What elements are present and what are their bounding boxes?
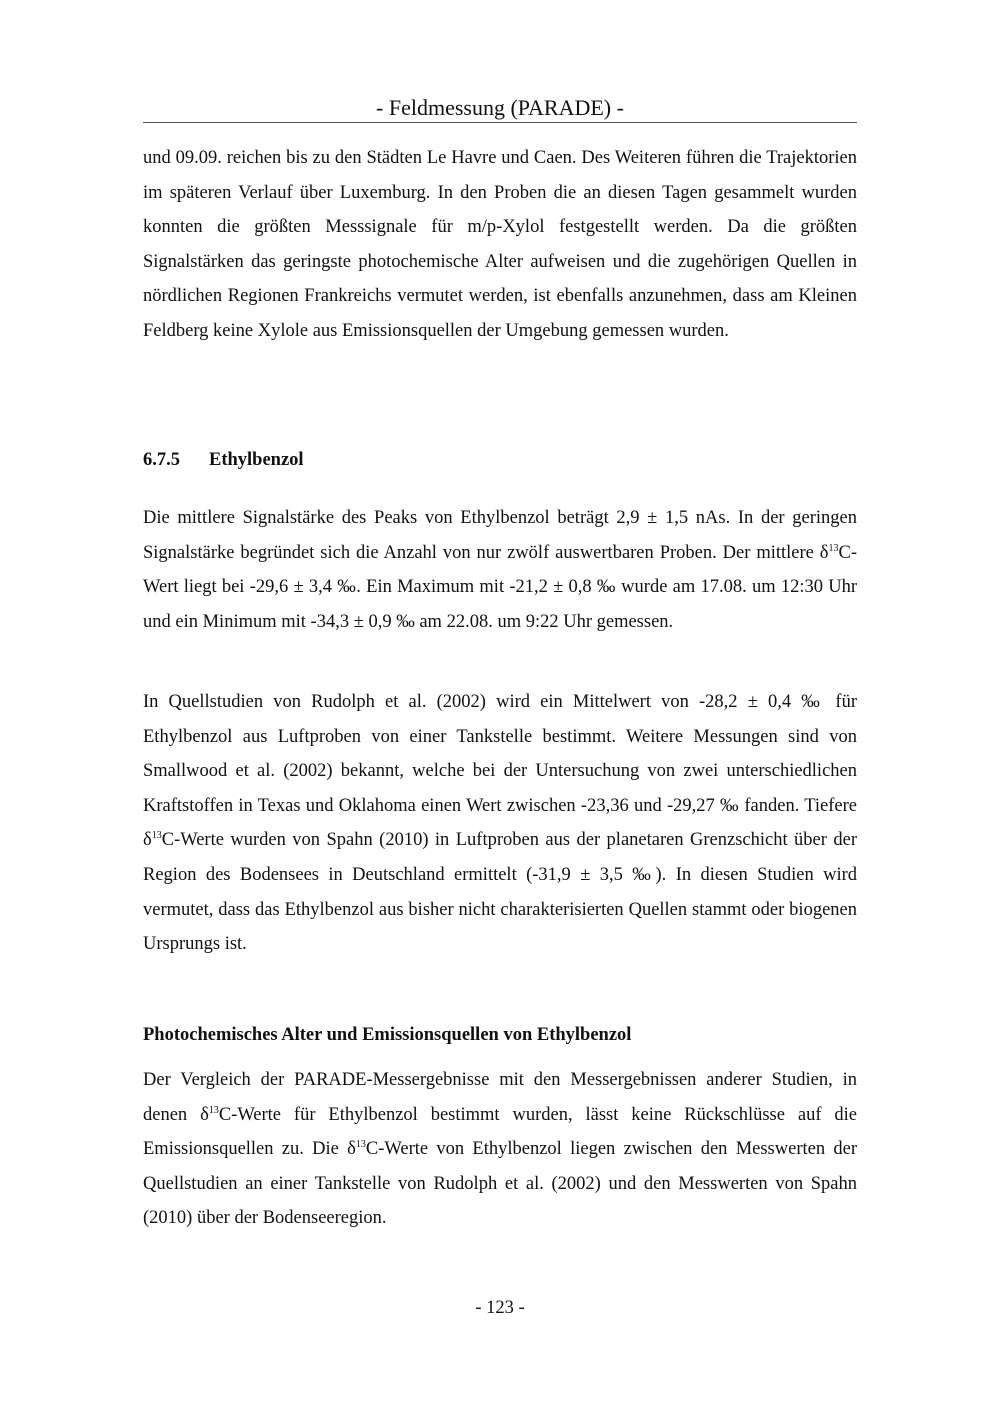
page-header: - Feldmessung (PARADE) - [376,95,624,120]
subheading: Photochemisches Alter und Emissionsquellen von Ethylbenzol [143,1025,632,1045]
paragraph-text: Der Vergleich der PARADE-Messergebnisse mit den Messergebnissen anderer Studien, in denen δ [143,1070,857,1125]
paragraph-text: C-Werte von Ethylbenzol liegen zwischen den Messwerten der Quellstudien an einer Tankstelle von Rudolph et al. (2002) und den Messwerten von Spahn (2010) über der Bodenseeregion. [143,1139,857,1229]
section-number: 6.7.5 [143,450,180,470]
paragraph-text: C-Werte wurden von Spahn (2010) in Luftproben aus der planetaren Grenzschicht über der Region des Bodensees in Deutschland ermittelt (-31,9 ± 3,5 ‰). In diesen Studien wird vermutet, dass das Ethylbenzol aus bisher nicht charakterisierten Quellen stammt oder biogenen Ursprungs ist. [143,830,857,955]
paragraph-comparison [143,1063,857,1236]
paragraph-ethylbenzol-results [143,501,857,639]
paragraph-text: In Quellstudien von Rudolph et al. (2002) wird ein Mittelwert von -28,2 ± 0,4 ‰ für Ethylbenzol aus Luftproben von einer Tankstelle bestimmt. Weitere Messungen sind von Smallwood et al. (2002) bekannt, welche bei der Untersuchung von zwei unterschiedlichen Kraftstoffen in Texas und Oklahoma einen Wert zwischen -23,36 und -29,27 ‰ fanden. Tiefere δ [143,692,857,851]
superscript: 13 [355,1139,366,1151]
page-number: - 123 - [475,1298,525,1318]
paragraph-xylol-conclusion: und 09.09. reichen bis zu den Städten Le Havre und Caen. Des Weiteren führen die Trajektorien im späteren Verlauf über Luxemburg. In den Proben die an diesen Tagen gesammelt wurden konnten die größten Messsignale für m/p-Xylol festgestellt werden. Da die größten Signalstärken das geringste photochemische Alter aufweisen und die zugehörigen Quellen in nördlichen Regionen Frankreichs vermutet werden, ist ebenfalls anzunehmen, dass am Kleinen Feldberg keine Xylole aus Emissionsquellen der Umgebung gemessen wurden. [143,148,857,341]
superscript: 13 [828,542,839,554]
header-rule [143,122,857,123]
section-heading [143,445,304,475]
superscript: 13 [151,830,162,842]
paragraph-text: C-Wert liegt bei -29,6 ± 3,4 ‰. Ein Maximum mit -21,2 ± 0,8 ‰ wurde am 17.08. um 12:30 Uhr und ein Minimum mit -34,3 ± 0,9 ‰ am 22.08. um 9:22 Uhr gemessen. [143,542,857,632]
paragraph-text: Die mittlere Signalstärke des Peaks von Ethylbenzol beträgt 2,9 ± 1,5 nAs. In der geringen Signalstärke begründet sich die Anzahl von nur zwölf auswertbaren Proben. Der mittlere δ [143,508,857,563]
paragraph-text: C-Werte für Ethylbenzol bestimmt wurden, lässt keine Rückschlüsse auf die Emissionsquellen zu. Die δ [143,1104,858,1160]
section-title: Ethylbenzol [209,450,304,470]
superscript: 13 [208,1104,219,1116]
paragraph-source-studies [143,685,857,962]
